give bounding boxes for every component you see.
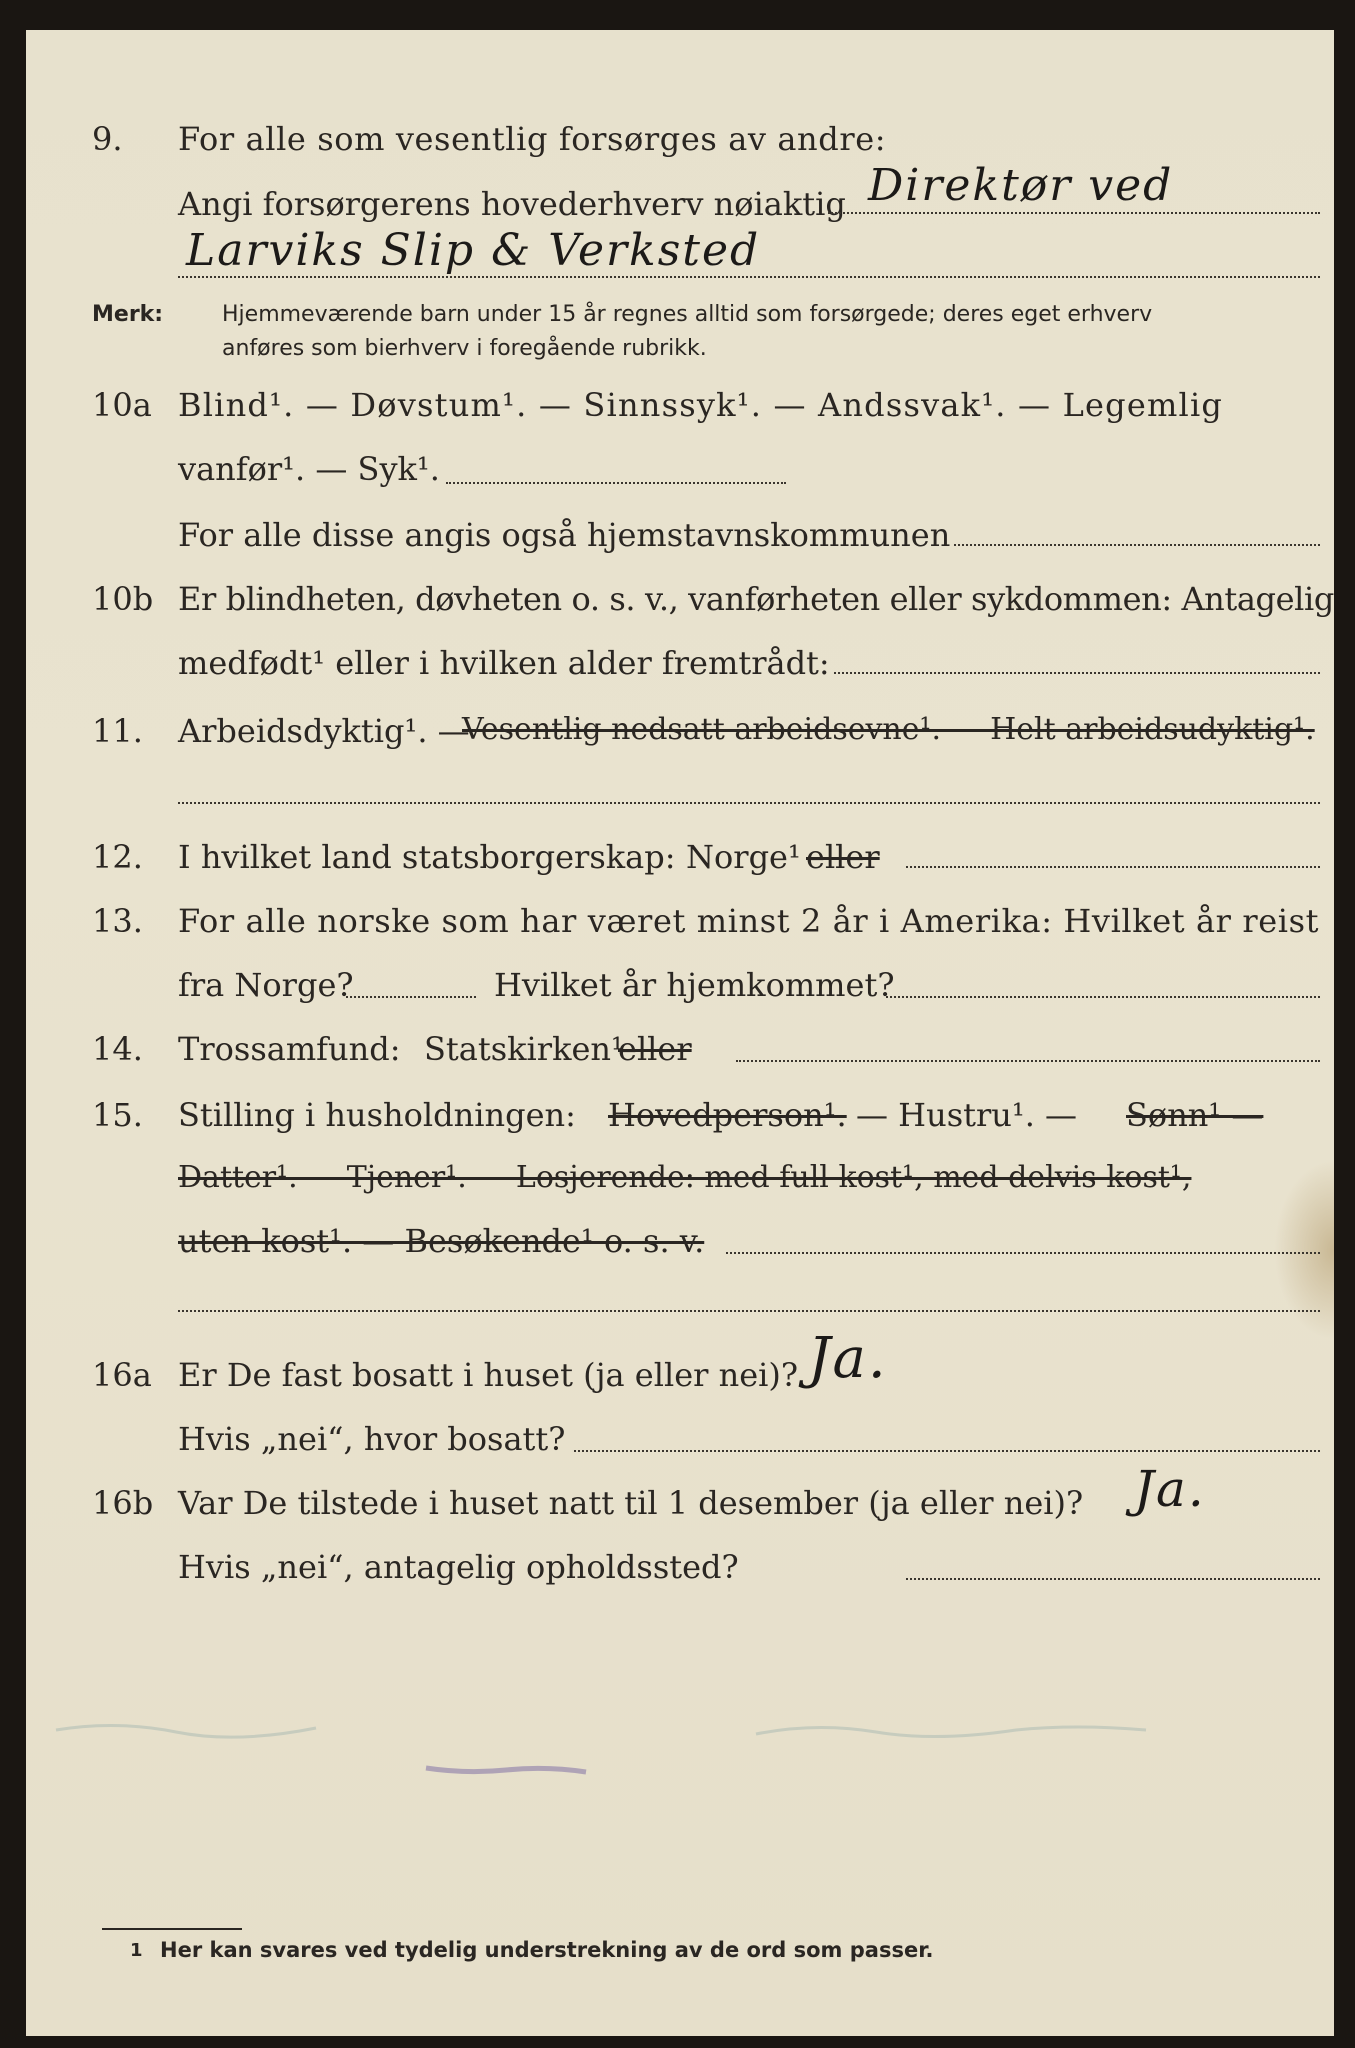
q13-reist-line [346, 996, 476, 998]
merk-line1: Hjemmeværende barn under 15 år regnes alltid som forsørgede; deres eget erhverv [222, 302, 1153, 327]
q15-struck-sonn: Sønn¹ — [1126, 1096, 1264, 1134]
paper-stain [1274, 1160, 1334, 1340]
q14-value: Statskirken¹ [424, 1030, 624, 1068]
q16b-number: 16b [92, 1484, 154, 1522]
q10a-line3: For alle disse angis også hjemstavnskommunen [178, 516, 951, 554]
q15-struck-hovedperson: Hovedperson¹. [608, 1096, 847, 1134]
q13-line2b: Hvilket år hjemkommet? [494, 966, 895, 1004]
q15-answer-line [726, 1252, 1320, 1254]
q9-line1: For alle som vesentlig forsørges av andre: [178, 120, 887, 158]
q9-number: 9. [92, 120, 123, 158]
q16a-number: 16a [92, 1356, 152, 1394]
q13-line1: For alle norske som har været minst 2 år i Amerika: Hvilket år reist [178, 902, 1320, 940]
q11-answer-line [178, 802, 1320, 804]
q16a-line1: Er De fast bosatt i huset (ja eller nei)? [178, 1356, 799, 1394]
q16b-answer-line [906, 1578, 1320, 1580]
q16a-line2: Hvis „nei“, hvor bosatt? [178, 1420, 566, 1458]
merk-line2: anføres som bierhverv i foregående rubrikk. [222, 336, 707, 361]
q13-number: 13. [92, 902, 143, 940]
footnote-rule [102, 1928, 242, 1930]
q10b-answer-line [834, 672, 1320, 674]
q12-value: Norge¹ [686, 838, 801, 876]
merk-label: Merk: [92, 302, 164, 327]
q14-answer-line [736, 1060, 1320, 1062]
q15-line1c: — Hustru¹. — [856, 1096, 1078, 1134]
q10a-line1: Blind¹. — Døvstum¹. — Sinnssyk¹. — Andssvak¹. — Legemlig [178, 386, 1224, 424]
q13-hjemkommet-line [886, 996, 1320, 998]
q16b-line2: Hvis „nei“, antagelig opholdssted? [178, 1548, 739, 1586]
q15-struck-line2: Datter¹. — Tjener¹. — Losjerende: med full kost¹, med delvis kost¹, [178, 1160, 1192, 1195]
q15-extra-line [178, 1310, 1320, 1312]
q10a-kommune-line [954, 544, 1320, 546]
q12-answer-line [906, 866, 1320, 868]
q11-struck-options: Vesentlig nedsatt arbeidsevne¹. — Helt arbeidsudyktig¹. [462, 712, 1315, 747]
q12-number: 12. [92, 838, 143, 876]
q9-answer-line1 [828, 212, 1320, 214]
q9-answer-line2 [178, 276, 1320, 278]
q11-number: 11. [92, 712, 143, 750]
stray-ink-mark [426, 1760, 586, 1780]
footnote-text: Her kan svares ved tydelig understrekning av de ord som passer. [160, 1938, 934, 1962]
q15-struck-line3: uten kost¹. — Besøkende¹ o. s. v. [178, 1222, 705, 1260]
q12-text: I hvilket land statsborgerskap: [178, 838, 676, 876]
q16a-answer-line [574, 1450, 1320, 1452]
q16b-handwritten-answer: Ja. [1134, 1460, 1206, 1518]
q14-text: Trossamfund: [178, 1030, 401, 1068]
q10a-line2: vanfør¹. — Syk¹. [178, 450, 440, 488]
q11-text: Arbeidsdyktig¹. — [178, 712, 470, 750]
q10b-number: 10b [92, 580, 154, 618]
q10b-line2: medfødt¹ eller i hvilken alder fremtrådt: [178, 644, 830, 682]
q16a-handwritten-answer: Ja. [808, 1326, 888, 1391]
q10a-answer-line [446, 482, 786, 484]
q9-line2: Angi forsørgerens hovederhverv nøiaktig [178, 185, 846, 223]
q15-line1a: Stilling i husholdningen: [178, 1096, 576, 1134]
q12-struck-eller: eller [806, 838, 880, 876]
faint-pencil-scribble [56, 1710, 1156, 1750]
q10a-number: 10a [92, 386, 152, 424]
q10b-line1: Er blindheten, døvheten o. s. v., vanførheten eller sykdommen: Antagelig [178, 580, 1334, 618]
q14-struck-eller: eller [618, 1030, 692, 1068]
q9-handwritten-answer2: Larviks Slip & Verksted [186, 225, 761, 276]
q14-number: 14. [92, 1030, 143, 1068]
q13-line2a: fra Norge? [178, 966, 354, 1004]
census-form-page [26, 30, 1334, 2036]
q9-handwritten-answer1: Direktør ved [868, 160, 1174, 211]
q15-number: 15. [92, 1096, 143, 1134]
q16b-line1: Var De tilstede i huset natt til 1 desember (ja eller nei)? [178, 1484, 1084, 1522]
footnote-mark: 1 [130, 1940, 143, 1961]
